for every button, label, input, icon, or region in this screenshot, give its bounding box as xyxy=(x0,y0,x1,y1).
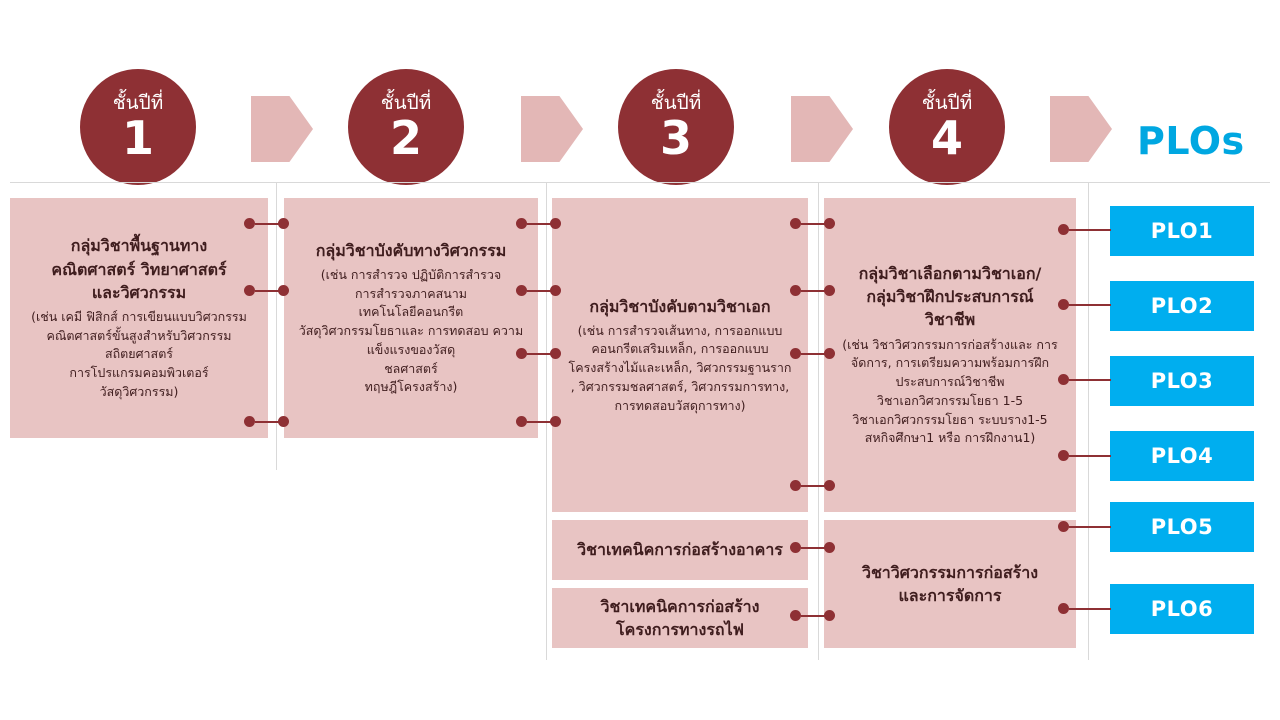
plo-chip-1: PLO1 xyxy=(1110,206,1254,256)
connector-dot xyxy=(1058,450,1069,461)
connector-dot xyxy=(824,480,835,491)
connector-dot xyxy=(824,610,835,621)
connector-dot xyxy=(278,218,289,229)
connector-dot xyxy=(790,218,801,229)
course-box-title: กลุ่มวิชาบังคับทางวิศวกรรม xyxy=(315,240,507,260)
connector-dot xyxy=(790,480,801,491)
connector-dot xyxy=(516,218,527,229)
plo-chip-3: PLO3 xyxy=(1110,356,1254,406)
course-box-title: วิชาเทคนิคการก่อสร้าง โครงการทางรถไฟ xyxy=(600,596,760,639)
course-box-year3-railway-technique xyxy=(552,588,808,648)
plo-chip-4: PLO4 xyxy=(1110,431,1254,481)
connector-line xyxy=(1069,379,1111,381)
connector-dot xyxy=(244,416,255,427)
connector-line xyxy=(1069,455,1111,457)
course-box-subtitle: (เช่น เคมี ฟิสิกส์ การเขียนแบบวิศวกรรม คณิตศาสตร์ขั้นสูงสำหรับวิศวกรรม สถิตยศาสตร์ การโปรแกรมคอมพิวเตอร์ วัสดุวิศวกรรม) xyxy=(31,308,247,399)
year-circle-1-label: ชั้นปีที่ xyxy=(112,91,164,114)
connector-dot xyxy=(824,218,835,229)
connector-dot xyxy=(550,416,561,427)
course-box-title: วิชาวิศวกรรมการก่อสร้าง และการจัดการ xyxy=(861,562,1039,605)
chevron-3-icon xyxy=(791,96,853,162)
course-box-year2-engcore xyxy=(284,198,538,438)
connector-dot xyxy=(244,218,255,229)
course-box-title: กลุ่มวิชาบังคับตามวิชาเอก xyxy=(589,296,771,316)
connector-dot xyxy=(516,348,527,359)
plo-chip-6: PLO6 xyxy=(1110,584,1254,634)
plo-chip-2: PLO2 xyxy=(1110,281,1254,331)
connector-dot xyxy=(550,348,561,359)
chevron-4-icon xyxy=(1050,96,1112,162)
year-circle-4 xyxy=(889,69,1005,185)
plos-title: PLOs xyxy=(1137,119,1245,163)
course-box-year3-majorcore xyxy=(552,198,808,512)
chevron-1-icon xyxy=(251,96,313,162)
column-divider-4 xyxy=(1088,182,1089,660)
course-box-title: วิชาเทคนิคการก่อสร้างอาคาร xyxy=(577,540,783,560)
year-circle-3 xyxy=(618,69,734,185)
year-circle-1 xyxy=(80,69,196,185)
connector-line xyxy=(1069,229,1111,231)
connector-dot xyxy=(278,416,289,427)
year-circle-2 xyxy=(348,69,464,185)
header-divider xyxy=(10,182,1270,183)
connector-dot xyxy=(790,348,801,359)
plo-chip-5: PLO5 xyxy=(1110,502,1254,552)
year-circle-4-number: 4 xyxy=(930,110,963,165)
connector-dot xyxy=(1058,299,1069,310)
connector-dot xyxy=(516,416,527,427)
connector-dot xyxy=(1058,374,1069,385)
connector-dot xyxy=(824,348,835,359)
connector-dot xyxy=(790,610,801,621)
connector-dot xyxy=(278,285,289,296)
connector-dot xyxy=(244,285,255,296)
connector-line xyxy=(1069,304,1111,306)
year-circle-1-number: 1 xyxy=(121,110,154,165)
course-box-title: กลุ่มวิชาเลือกตามวิชาเอก/ กลุ่มวิชาฝึกประสบการณ์ วิชาชีพ xyxy=(858,263,1042,330)
connector-dot xyxy=(824,542,835,553)
connector-dot xyxy=(550,285,561,296)
connector-dot xyxy=(516,285,527,296)
year-circle-2-number: 2 xyxy=(389,110,422,165)
connector-dot xyxy=(790,542,801,553)
column-divider-1 xyxy=(276,182,277,470)
column-divider-3 xyxy=(818,182,819,660)
connector-dot xyxy=(1058,521,1069,532)
course-box-year3-building-technique xyxy=(552,520,808,580)
connector-line xyxy=(1069,608,1111,610)
year-circle-3-label: ชั้นปีที่ xyxy=(650,91,702,114)
connector-dot xyxy=(790,285,801,296)
course-box-year4-elective xyxy=(824,198,1076,512)
connector-dot xyxy=(1058,224,1069,235)
course-box-year4-construction-management xyxy=(824,520,1076,648)
chevron-2-icon xyxy=(521,96,583,162)
course-box-year1-foundation xyxy=(10,198,268,438)
course-box-subtitle: (เช่น วิชาวิศวกรรมการก่อสร้างและ การ จัดการ, การเตรียมความพร้อมการฝึก ประสบการณ์วิชาชีพ วิชาเอกวิศวกรรมโยธา 1-5 วิชาเอกวิศวกรรมโยธา ระบบราง1-5 สหกิจศึกษา1 หรือ การฝึกงาน1) xyxy=(842,336,1058,446)
connector-line xyxy=(1069,526,1111,528)
connector-dot xyxy=(550,218,561,229)
year-circle-4-label: ชั้นปีที่ xyxy=(921,91,973,114)
course-box-subtitle: (เช่น การสำรวจเส้นทาง, การออกแบบ คอนกรีตเสริมเหล็ก, การออกแบบ โครงสร้างไม้และเหล็ก, วิศวกรรมฐานราก , วิศวกรรมชลศาสตร์, วิศวกรรมการทาง, การทดสอบวัสดุการทาง) xyxy=(568,322,792,413)
year-circle-2-label: ชั้นปีที่ xyxy=(380,91,432,114)
course-box-title: กลุ่มวิชาพื้นฐานทาง คณิตศาสตร์ วิทยาศาสตร์ และวิศวกรรม xyxy=(51,236,227,302)
year-circle-3-number: 3 xyxy=(659,110,692,165)
course-box-subtitle: (เช่น การสำรวจ ปฏิบัติการสำรวจ การสำรวจภาคสนาม เทคโนโลยีคอนกรีต วัสดุวิศวกรรมโยธาและ การทดสอบ ความ แข็งแรงของวัสดุ ชลศาสตร์ ทฤษฎีโครงสร้าง) xyxy=(298,266,524,395)
connector-dot xyxy=(1058,603,1069,614)
connector-dot xyxy=(824,285,835,296)
